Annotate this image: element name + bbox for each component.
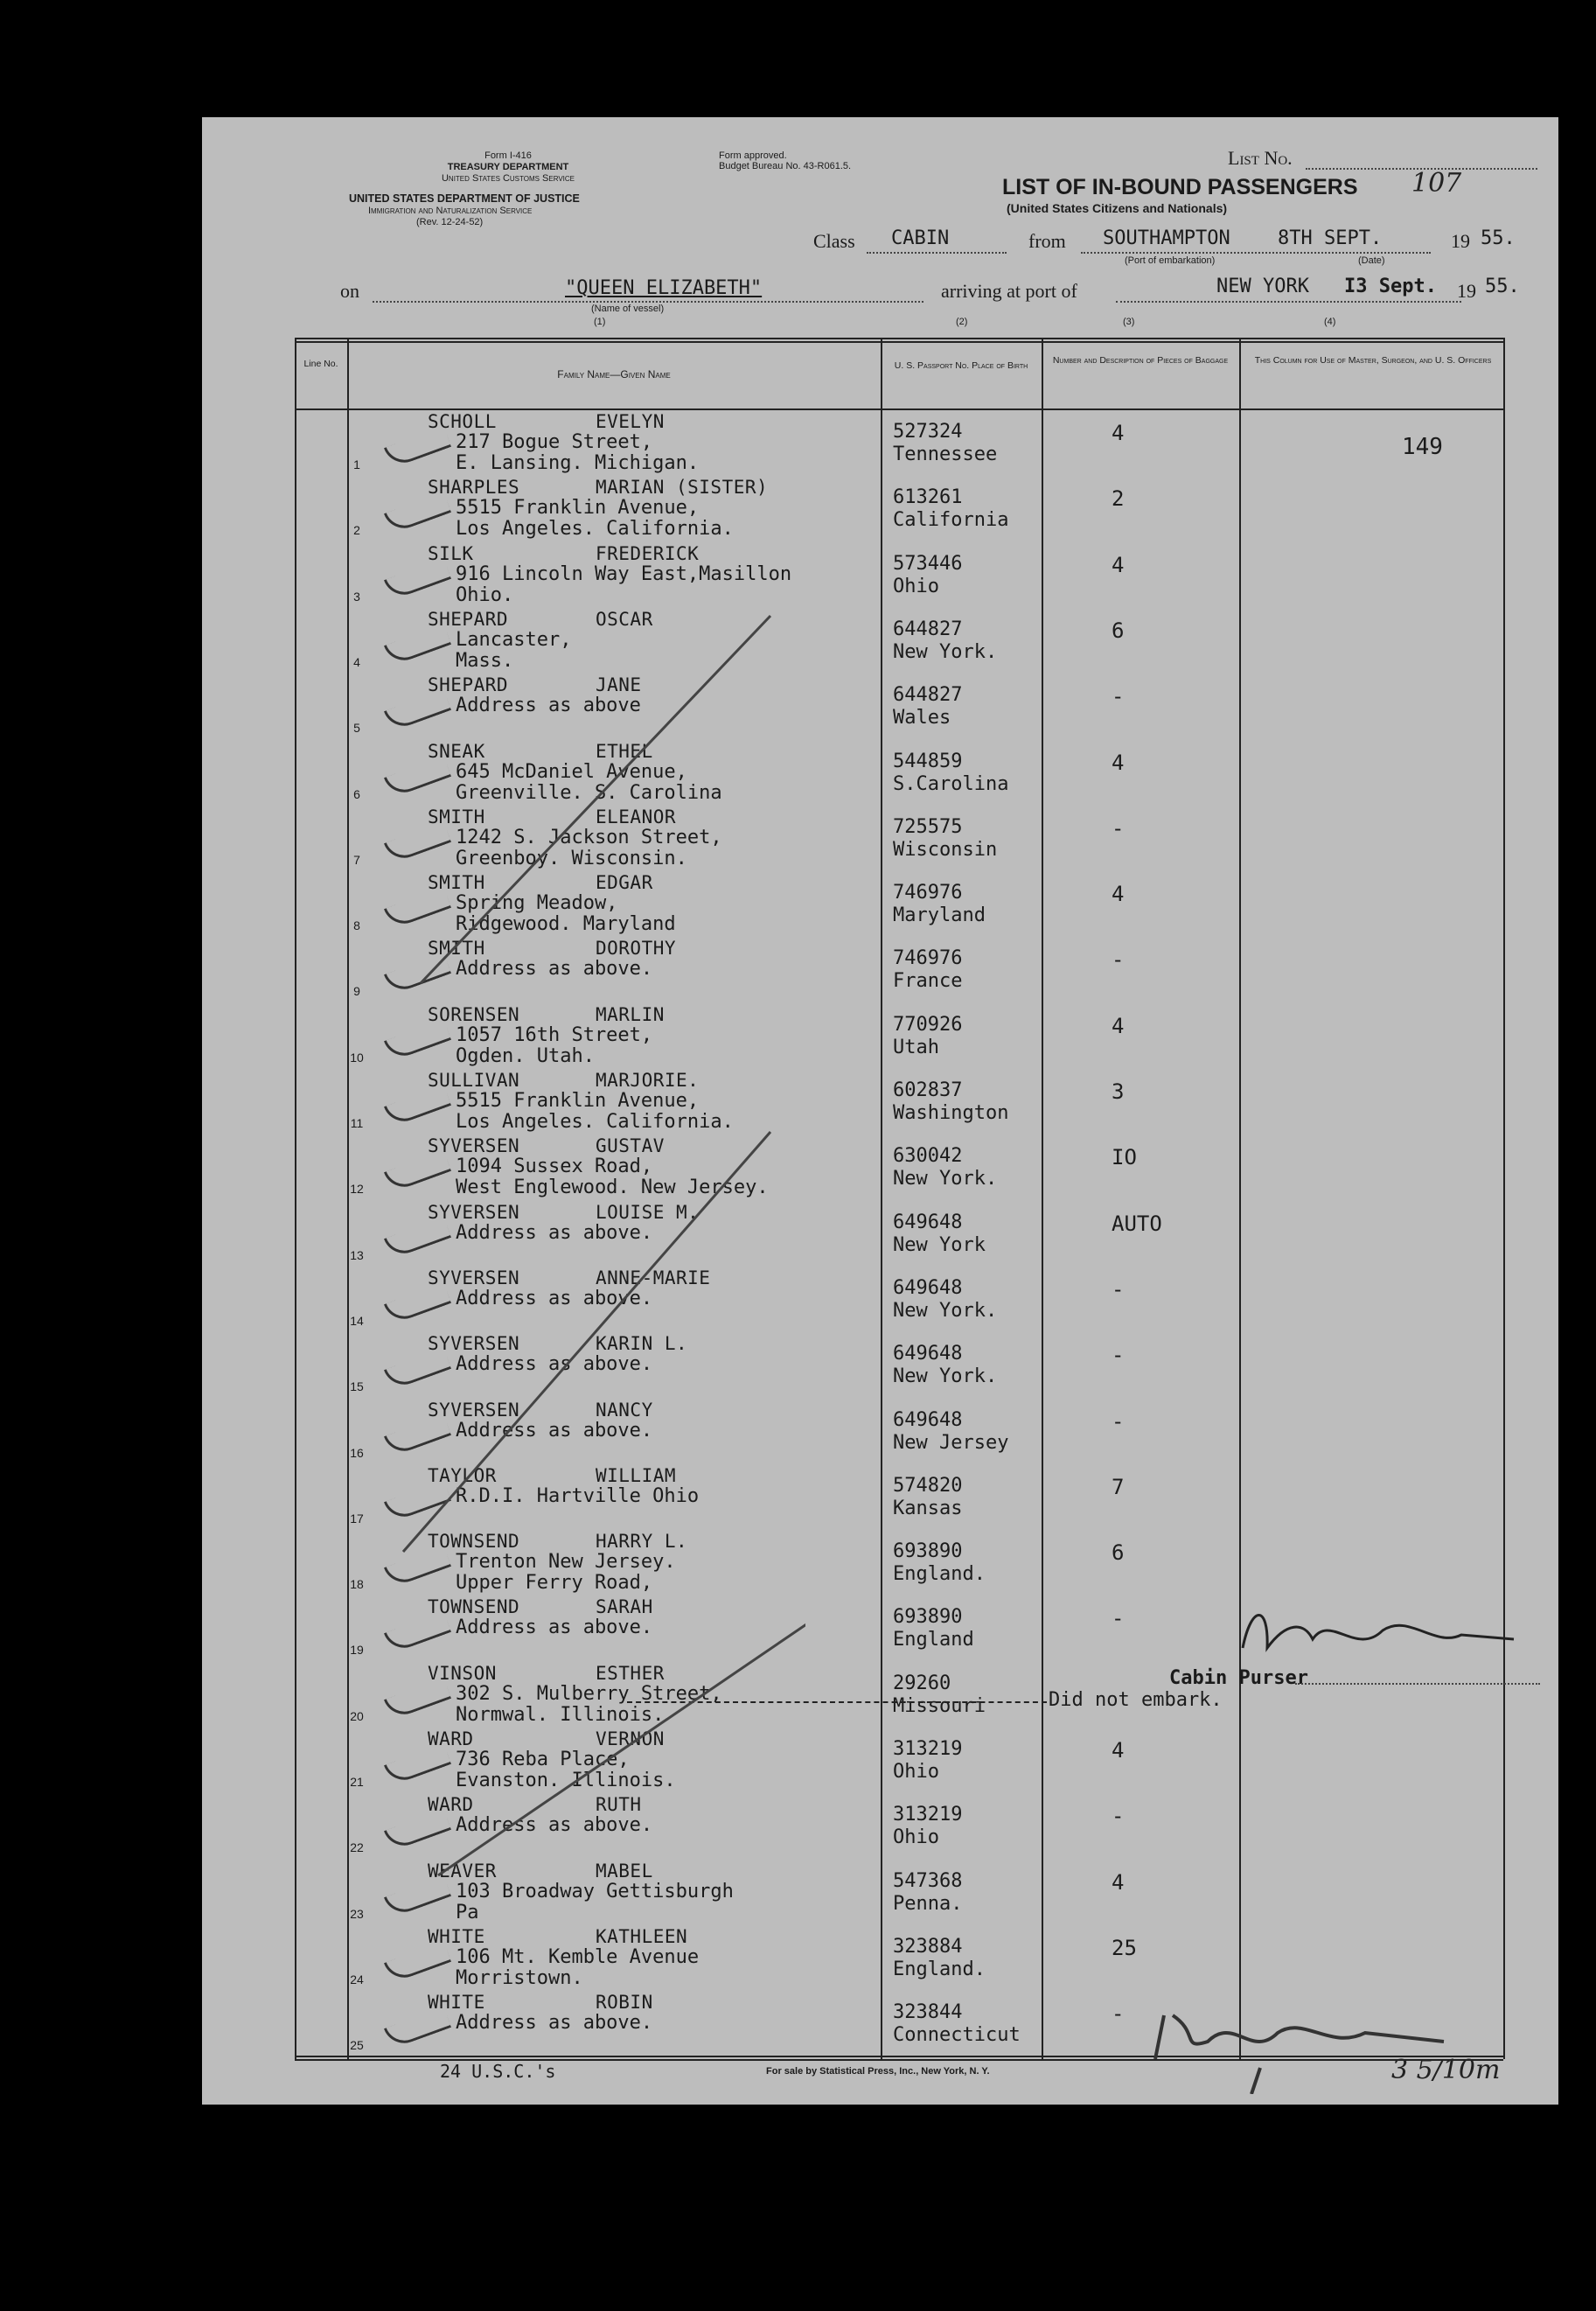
passport-number: 630042 (893, 1145, 963, 1168)
line-number: 24 (350, 1972, 364, 1986)
passport-number: 746976 (893, 882, 963, 904)
line-number: 5 (353, 721, 360, 736)
address-line-2: Ohio. (456, 583, 514, 606)
form-subtitle: (United States Citizens and Nationals) (1007, 201, 1228, 215)
passport-number: 323844 (893, 2001, 963, 2024)
baggage-count: 4 (1112, 1738, 1125, 1763)
baggage-count: IO (1112, 1145, 1137, 1170)
family-name: SYVERSEN (428, 1135, 520, 1157)
form-approved: Form approved. (719, 150, 787, 161)
place-of-birth: England. (893, 1563, 986, 1586)
check-mark (384, 558, 451, 600)
line-number: 11 (350, 1116, 364, 1130)
family-name: SMITH (428, 806, 485, 827)
baggage-count: 6 (1112, 618, 1125, 643)
col-num-1: (1) (594, 317, 606, 327)
passport-number: 693890 (893, 1606, 963, 1629)
baggage-count: - (1112, 815, 1125, 841)
given-name: KARIN L. (596, 1333, 688, 1355)
passport-number: 527324 (893, 421, 963, 443)
family-name: WEAVER (428, 1860, 497, 1882)
line-number: 23 (350, 1906, 364, 1921)
check-mark (384, 1941, 451, 1983)
place-of-birth: England (893, 1629, 974, 1651)
line-number: 9 (353, 984, 360, 999)
baggage-count: - (1112, 2001, 1125, 2027)
place-of-birth: Washington (893, 1102, 1009, 1124)
passport-number: 725575 (893, 815, 963, 838)
passport-number: 313219 (893, 1804, 963, 1826)
vessel-caption: (Name of vessel) (591, 304, 665, 314)
family-name: TOWNSEND (428, 1596, 520, 1618)
line-number: 4 (353, 654, 360, 669)
col-num-2: (2) (956, 317, 968, 327)
place-of-birth: California (893, 509, 1009, 532)
family-name: SCHOLL (428, 411, 497, 432)
family-name: SMITH (428, 872, 485, 894)
form-revision: (Rev. 12-24-52) (416, 217, 484, 227)
arriving-label: arriving at port of (941, 280, 1077, 302)
family-name: SNEAK (428, 740, 485, 762)
family-name: SYVERSEN (428, 1333, 520, 1355)
line-number: 3 (353, 589, 360, 604)
address-line-1: 5515 Franklin Avenue, (456, 1090, 700, 1112)
arrival-year-suffix: 55. (1485, 276, 1520, 297)
family-name: TOWNSEND (428, 1531, 520, 1553)
place-of-birth: New York. (893, 1365, 998, 1388)
list-no-value: 107 (1411, 168, 1462, 199)
date-caption: (Date) (1358, 255, 1385, 266)
did-not-embark-note: Did not embark. (1049, 1689, 1223, 1711)
table-row (202, 541, 1558, 607)
passport-number: 644827 (893, 684, 963, 707)
given-name: MARLIN (596, 1003, 665, 1025)
officer-number: 149 (1402, 434, 1443, 460)
address-line-2: Ogden. Utah. (456, 1044, 595, 1067)
address-line-1: Spring Meadow, (456, 892, 618, 915)
passport-number: 770926 (893, 1013, 963, 1036)
baggage-count: - (1112, 1343, 1125, 1368)
justice-department: UNITED STATES DEPARTMENT OF JUSTICE (349, 192, 580, 205)
line-number: 7 (353, 852, 360, 867)
form-number: Form I-416 (484, 150, 532, 161)
col-header-passport: U. S. Passport No. Place of Birth (894, 360, 1028, 371)
passport-number: 573446 (893, 552, 963, 575)
treasury-department: TREASURY DEPARTMENT (447, 162, 569, 172)
baggage-count: 6 (1112, 1540, 1125, 1566)
baggage-count: - (1112, 1408, 1125, 1434)
place-of-birth: England. (893, 1958, 986, 1980)
address-line-1: 5515 Franklin Avenue, (456, 497, 700, 520)
line-number: 6 (353, 786, 360, 801)
place-of-birth: New York (893, 1233, 986, 1256)
family-name: SORENSEN (428, 1003, 520, 1025)
given-name: KATHLEEN (596, 1925, 688, 1947)
passport-number: 693890 (893, 1540, 963, 1563)
col-header-baggage: Number and Description of Pieces of Baggage (1052, 355, 1229, 366)
address-line-2: Mass. (456, 649, 514, 672)
address-line-1: 1242 S. Jackson Street, (456, 826, 722, 848)
given-name: ESTHER (596, 1662, 665, 1684)
address-line-1: Lancaster, (456, 628, 572, 651)
given-name: VERNON (596, 1728, 665, 1749)
address-line-1: Address as above. (456, 1616, 653, 1639)
on-label: on (340, 280, 359, 302)
baggage-count: 4 (1112, 552, 1125, 577)
address-line-1: 645 McDaniel Avenue, (456, 760, 687, 783)
footer-printer: For sale by Statistical Press, Inc., New York, N. Y. (766, 2066, 990, 2077)
baggage-count: 3 (1112, 1079, 1125, 1104)
address-line-2: Evanston. Illinois. (456, 1770, 676, 1791)
address-line-2: E. Lansing. Michigan. (456, 452, 700, 474)
arrival-year-prefix: 19 (1457, 280, 1476, 302)
place-of-birth: Maryland (893, 904, 986, 927)
place-of-birth: Ohio (893, 1761, 939, 1783)
given-name: GUSTAV (596, 1135, 665, 1157)
family-name: WARD (428, 1794, 474, 1816)
address-line-1: 103 Broadway Gettisburgh (456, 1880, 734, 1903)
address-line-1: Address as above. (456, 1287, 653, 1309)
given-name: MARJORIE. (596, 1070, 700, 1091)
line-number: 25 (350, 2038, 364, 2053)
line-number: 16 (350, 1445, 364, 1460)
baggage-count: - (1112, 684, 1125, 709)
place-of-birth: Ohio (893, 575, 939, 597)
purser-signature (1234, 1587, 1531, 1674)
given-name: JANE (596, 674, 642, 696)
baggage-count: 25 (1112, 1935, 1137, 1960)
passport-number: 544859 (893, 750, 963, 772)
place-of-birth: Missouri (893, 1694, 986, 1717)
line-number: 20 (350, 1708, 364, 1723)
family-name: SHARPLES (428, 477, 520, 499)
baggage-count: - (1112, 1606, 1125, 1631)
family-name: SHEPARD (428, 608, 509, 630)
pencil-strokes (368, 607, 805, 1919)
baggage-count: 4 (1112, 1013, 1125, 1038)
place-of-birth: Connecticut (893, 2024, 1021, 2047)
passport-number: 644827 (893, 618, 963, 640)
line-number: 15 (350, 1379, 364, 1394)
place-of-birth: New York. (893, 1168, 998, 1190)
passport-number: 649648 (893, 1343, 963, 1365)
col-header-name: Family Name—Given Name (557, 368, 671, 381)
address-line-1: 106 Mt. Kemble Avenue (456, 1945, 700, 1968)
baggage-count: - (1112, 1276, 1125, 1302)
embarkation-date: 8TH SEPT. (1278, 227, 1383, 249)
line-number: 21 (350, 1775, 364, 1789)
address-line-2: Morristown. (456, 1966, 583, 1989)
class-label: Class (813, 230, 855, 252)
line-number: 19 (350, 1643, 364, 1658)
initials-annotation: 3 5/10m (1391, 2055, 1501, 2085)
place-of-birth: S.Carolina (893, 772, 1009, 795)
given-name: OSCAR (596, 608, 653, 630)
family-name: WHITE (428, 1925, 485, 1947)
given-name: SARAH (596, 1596, 653, 1618)
family-name: WHITE (428, 1992, 485, 2014)
year-suffix: 55. (1481, 227, 1516, 249)
given-name: HARRY L. (596, 1531, 688, 1553)
form-title: LIST OF IN-BOUND PASSENGERS (1002, 175, 1358, 199)
year-prefix: 19 (1451, 230, 1470, 252)
family-name: VINSON (428, 1662, 497, 1684)
family-name: WARD (428, 1728, 474, 1749)
col-num-4: (4) (1324, 317, 1336, 327)
passport-number: 313219 (893, 1738, 963, 1760)
passport-number: 649648 (893, 1276, 963, 1299)
address-line-1: 302 S. Mulberry Street, (456, 1682, 722, 1705)
line-number: 22 (350, 1840, 364, 1855)
address-line-2: Greenville. S. Carolina (456, 781, 722, 804)
given-name: NANCY (596, 1399, 653, 1421)
line-number: 2 (353, 523, 360, 538)
address-line-1: 736 Reba Place, (456, 1749, 630, 1770)
baggage-count: AUTO (1112, 1211, 1162, 1236)
passport-number: 746976 (893, 947, 963, 970)
arrival-date: I3 Sept. (1344, 276, 1437, 297)
baggage-count: 4 (1112, 1869, 1125, 1895)
baggage-count: 4 (1112, 750, 1125, 775)
col-header-line: Line No. (303, 359, 338, 369)
family-name: SYVERSEN (428, 1267, 520, 1288)
immigration-service: Immigration and Naturalization Service (368, 206, 533, 216)
address-line-1: Trenton New Jersey. (456, 1551, 676, 1574)
customs-service: United States Customs Service (441, 173, 575, 184)
embarkation-port: SOUTHAMPTON (1103, 227, 1230, 249)
line-number: 17 (350, 1511, 364, 1526)
address-line-2: Normwal. Illinois. (456, 1703, 665, 1726)
address-line-2: Greenboy. Wisconsin. (456, 847, 687, 869)
address-line-1: R.D.I. Hartville Ohio (456, 1484, 700, 1507)
place-of-birth: Penna. (893, 1892, 963, 1915)
place-of-birth: New Jersey (893, 1431, 1009, 1454)
given-name: RUTH (596, 1794, 642, 1816)
given-name: ANNE-MARIE (596, 1267, 711, 1288)
passport-number: 649648 (893, 1408, 963, 1431)
family-name: SYVERSEN (428, 1201, 520, 1223)
line-number: 10 (350, 1050, 364, 1065)
from-label: from (1028, 230, 1066, 252)
budget-bureau: Budget Bureau No. 43-R061.5. (719, 161, 852, 171)
address-line-1: 1057 16th Street, (456, 1023, 653, 1046)
line-number: 12 (350, 1182, 364, 1197)
given-name: EVELYN (596, 411, 665, 432)
passport-number: 29260 (893, 1672, 951, 1694)
vessel-name: "QUEEN ELIZABETH" (565, 277, 763, 299)
passport-number: 323884 (893, 1935, 963, 1958)
passport-number: 574820 (893, 1474, 963, 1497)
footer-count: 24 U.S.C.'s (440, 2061, 556, 2082)
family-name: SILK (428, 542, 474, 564)
passport-number: 547368 (893, 1869, 963, 1892)
given-name: MABEL (596, 1860, 653, 1882)
place-of-birth: Kansas (893, 1497, 963, 1519)
passport-number: 613261 (893, 486, 963, 509)
place-of-birth: New York. (893, 1299, 998, 1322)
place-of-birth: Wisconsin (893, 838, 998, 861)
list-no-label: List No. (1228, 147, 1293, 169)
address-line-1: 217 Bogue Street, (456, 431, 653, 453)
family-name: SHEPARD (428, 674, 509, 696)
family-name: SULLIVAN (428, 1070, 520, 1091)
address-line-1: Address as above. (456, 958, 653, 981)
given-name: ROBIN (596, 1992, 653, 2014)
check-mark (384, 2007, 451, 2049)
address-line-2: Ridgewood. Maryland (456, 913, 676, 936)
address-line-1: Address as above (456, 695, 641, 717)
port-caption: (Port of embarkation) (1125, 255, 1216, 266)
baggage-count: 2 (1112, 486, 1125, 512)
address-line-2: West Englewood. New Jersey. (456, 1176, 769, 1199)
given-name: WILLIAM (596, 1464, 677, 1486)
baggage-count: 4 (1112, 882, 1125, 907)
line-number: 1 (353, 457, 360, 471)
table-row (202, 408, 1558, 475)
place-of-birth: New York. (893, 640, 998, 663)
address-line-2: Los Angeles. California. (456, 518, 734, 541)
family-name: TAYLOR (428, 1464, 497, 1486)
given-name: DOROTHY (596, 938, 677, 960)
address-line-2: Pa (456, 1901, 479, 1924)
address-line-1: 1094 Sussex Road, (456, 1156, 653, 1178)
cabin-purser-label: Cabin Purser (1169, 1667, 1308, 1689)
baggage-count: - (1112, 1804, 1125, 1829)
table-row (202, 474, 1558, 541)
passport-number: 649648 (893, 1211, 963, 1233)
place-of-birth: Utah (893, 1036, 939, 1058)
col-num-3: (3) (1123, 317, 1135, 327)
address-line-1: 916 Lincoln Way East,Masillon (456, 562, 792, 585)
line-number: 18 (350, 1577, 364, 1592)
given-name: ETHEL (596, 740, 653, 762)
family-name: SYVERSEN (428, 1399, 520, 1421)
place-of-birth: France (893, 970, 963, 993)
line-number: 13 (350, 1247, 364, 1262)
passenger-manifest-page (202, 117, 1558, 2105)
address-line-2: Los Angeles. California. (456, 1111, 734, 1133)
given-name: FREDERICK (596, 542, 700, 564)
baggage-count: - (1112, 947, 1125, 973)
place-of-birth: Ohio (893, 1826, 939, 1849)
place-of-birth: Wales (893, 707, 951, 730)
class-value: CABIN (891, 227, 950, 249)
baggage-count: 4 (1112, 421, 1125, 445)
family-name: SMITH (428, 938, 485, 960)
address-line-1: Address as above. (456, 1419, 653, 1442)
address-line-1: Address as above. (456, 1814, 653, 1837)
address-line-2: Upper Ferry Road, (456, 1572, 653, 1595)
check-mark (384, 492, 451, 534)
given-name: LOUISE M. (596, 1201, 700, 1223)
line-number: 14 (350, 1313, 364, 1328)
given-name: MARIAN (SISTER) (596, 477, 769, 499)
given-name: EDGAR (596, 872, 653, 894)
address-line-1: Address as above. (456, 1353, 653, 1376)
given-name: ELEANOR (596, 806, 677, 827)
address-line-1: Address as above. (456, 2012, 653, 2035)
passport-number: 602837 (893, 1079, 963, 1101)
arrival-port: NEW YORK (1216, 276, 1309, 297)
check-mark (384, 426, 451, 468)
baggage-count: 7 (1112, 1474, 1125, 1499)
col-header-officers: This Column for Use of Master, Surgeon, and U. S. Officers (1254, 355, 1492, 366)
address-line-1: Address as above. (456, 1221, 653, 1244)
line-number: 8 (353, 918, 360, 933)
place-of-birth: Tennessee (893, 443, 998, 465)
